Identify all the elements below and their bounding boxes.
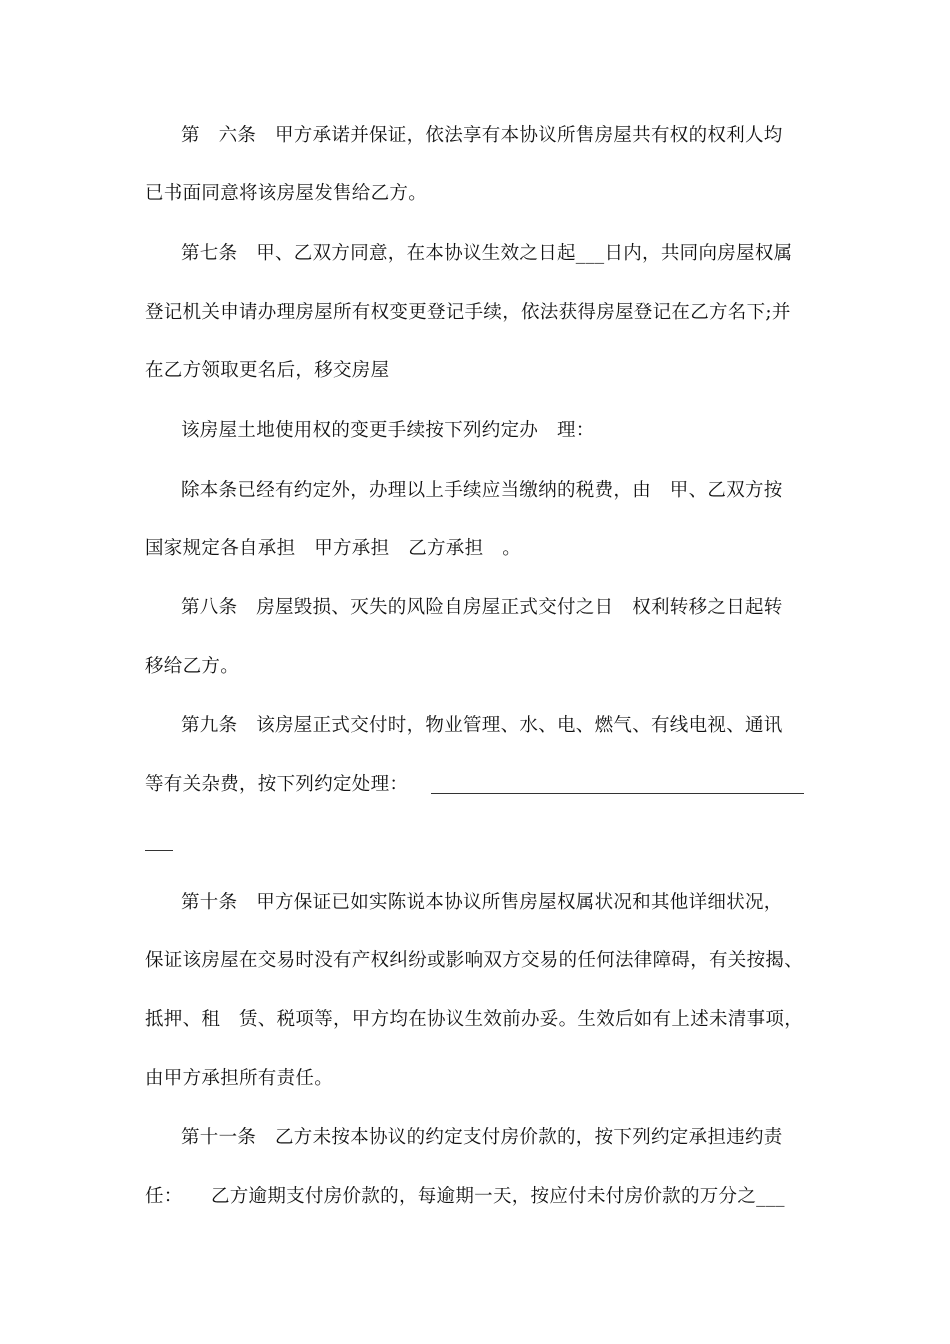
clause-8-line-1: 第八条 房屋毁损、灭失的风险自房屋正式交付之日 权利转移之日起转 — [181, 597, 783, 618]
clause-8-line-2: 移给乙方。 — [145, 656, 240, 677]
clause-10-line-3: 抵押、租 赁、税项等，甲方均在协议生效前办妥。生效后如有上述未清事项， — [145, 1009, 804, 1030]
clause-10-line-4: 由甲方承担所有责任。 — [145, 1068, 334, 1089]
tax-paragraph-line-1: 除本条已经有约定外，办理以上手续应当缴纳的税费，由 甲、乙双方按 — [181, 480, 783, 501]
clause-9-line-2: 等有关杂费，按下列约定处理： — [145, 774, 409, 795]
clause-7-line-1: 第七条 甲、乙双方同意，在本协议生效之日起___日内，共同向房屋权属 — [181, 243, 793, 264]
clause-7-line-3: 在乙方领取更名后，移交房屋 — [145, 360, 390, 381]
clause-7-line-2: 登记机关申请办理房屋所有权变更登记手续，依法获得房屋登记在乙方名下;并 — [145, 302, 791, 323]
clause-11-line-2: 任： 乙方逾期支付房价款的，每逾期一天，按应付未付房价款的万分之___ — [145, 1186, 785, 1207]
clause-9-fill-in-rule — [431, 793, 804, 794]
clause-11-line-1: 第十一条 乙方未按本协议的约定支付房价款的，按下列约定承担违约责 — [181, 1127, 783, 1148]
tax-paragraph-line-2: 国家规定各自承担 甲方承担 乙方承担 。 — [145, 538, 522, 559]
clause-6-line-1: 第 六条 甲方承诺并保证，依法享有本协议所售房屋共有权的权利人均 — [181, 125, 783, 146]
clause-6-line-2: 已书面同意将该房屋发售给乙方。 — [145, 183, 428, 204]
clause-9-fill-in-rule-continued — [145, 850, 173, 851]
land-use-paragraph: 该房屋土地使用权的变更手续按下列约定办 理： — [181, 420, 595, 441]
clause-10-line-1: 第十条 甲方保证已如实陈说本协议所售房屋权属状况和其他详细状况， — [181, 892, 783, 913]
clause-9-line-1: 第九条 该房屋正式交付时，物业管理、水、电、燃气、有线电视、通讯 — [181, 715, 783, 736]
clause-10-line-2: 保证该房屋在交易时没有产权纠纷或影响双方交易的任何法律障碍，有关按揭、 — [145, 950, 804, 971]
